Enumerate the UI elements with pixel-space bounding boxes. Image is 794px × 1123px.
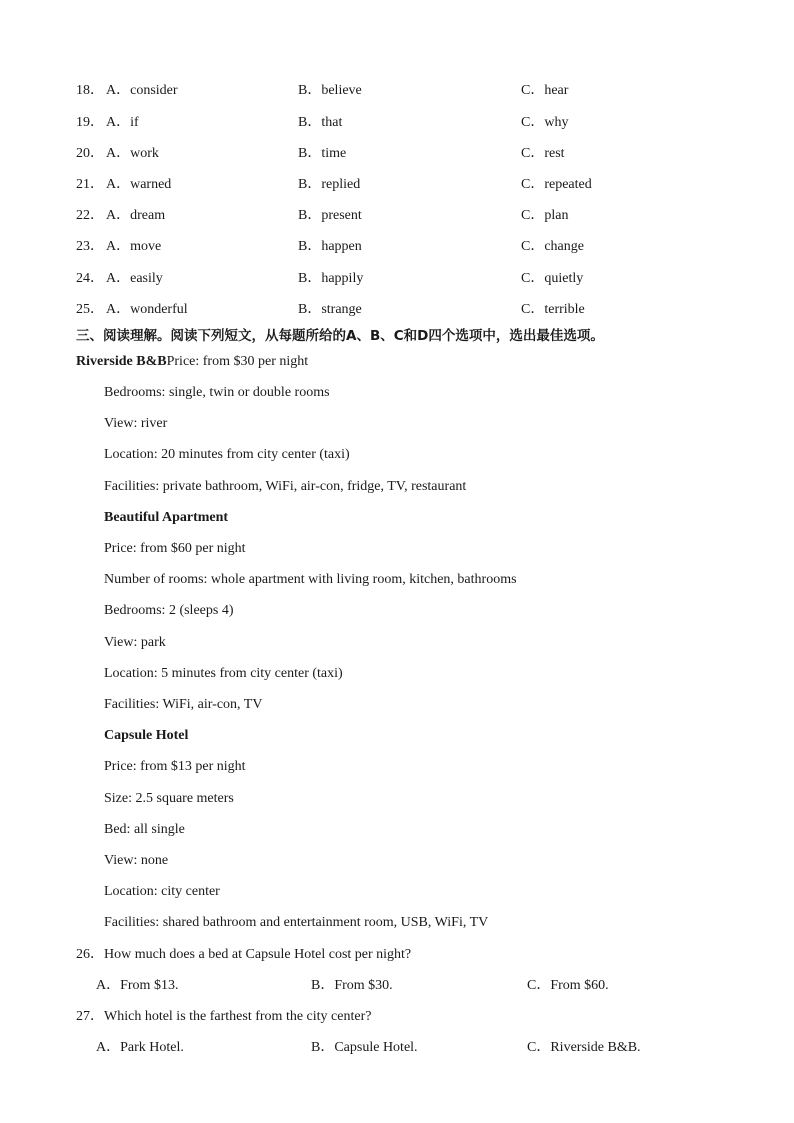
option-c: C．quietly [521, 271, 584, 286]
choice-row-23 [0, 237, 794, 257]
capsule-bed-row [0, 820, 794, 840]
question-26-options [0, 976, 794, 996]
riverside-header [76, 352, 308, 372]
option-a: A．warned [106, 177, 172, 192]
capsule-facilities: Facilities: shared bathroom and entertainment room, USB, WiFi, TV [104, 915, 489, 930]
apartment-title-row [0, 508, 794, 528]
question-number: 19． [76, 115, 104, 130]
option-a: A．wonderful [106, 302, 188, 317]
riverside-view-row [0, 414, 794, 434]
option-c: C．plan [521, 208, 569, 223]
choice-row-24 [0, 269, 794, 289]
capsule-price: Price: from $13 per night [104, 759, 246, 774]
section-heading-row [0, 326, 794, 346]
option-a: A．dream [106, 208, 166, 223]
option-c: C．hear [521, 83, 569, 98]
option-b: B．Capsule Hotel. [311, 1040, 418, 1055]
apartment-facilities: Facilities: WiFi, air-con, TV [104, 697, 263, 712]
riverside-view: View: river [104, 416, 168, 431]
capsule-view-row [0, 851, 794, 871]
apartment-location-row [0, 664, 794, 684]
apartment-rooms-row [0, 570, 794, 590]
capsule-location-row [0, 882, 794, 902]
option-a: A．if [106, 115, 139, 130]
riverside-location-row [0, 445, 794, 465]
capsule-title-row [0, 726, 794, 746]
option-c: C．terrible [521, 302, 585, 317]
option-b: B．time [298, 146, 347, 161]
apartment-bedrooms-row [0, 601, 794, 621]
option-a: A．work [106, 146, 159, 161]
riverside-bedrooms-row [0, 383, 794, 403]
apartment-price-row [0, 539, 794, 559]
option-c: C．change [521, 239, 584, 254]
option-c: C．rest [521, 146, 565, 161]
question-26-text: 26．How much does a bed at Capsule Hotel cost per night? [76, 947, 412, 962]
option-a: A．Park Hotel. [96, 1040, 184, 1055]
option-b: B．present [298, 208, 362, 223]
option-a: A．move [106, 239, 162, 254]
option-c: C．repeated [521, 177, 592, 192]
capsule-bed: Bed: all single [104, 822, 185, 837]
option-c: C．From $60. [527, 978, 609, 993]
riverside-facilities: Facilities: private bathroom, WiFi, air-con, fridge, TV, restaurant [104, 479, 467, 494]
question-27-text: 27．Which hotel is the farthest from the city center? [76, 1009, 372, 1024]
capsule-name: Capsule Hotel [104, 728, 189, 743]
apartment-facilities-row [0, 695, 794, 715]
capsule-price-row [0, 757, 794, 777]
option-a: A．consider [106, 83, 178, 98]
capsule-location: Location: city center [104, 884, 220, 899]
question-27-row [0, 1007, 794, 1027]
question-number: 23． [76, 239, 104, 254]
capsule-facilities-row [0, 913, 794, 933]
question-27-options [0, 1038, 794, 1058]
riverside-facilities-row [0, 477, 794, 497]
question-number: 21． [76, 177, 104, 192]
apartment-view-row [0, 633, 794, 653]
option-c: C．Riverside B&B. [527, 1040, 641, 1055]
apartment-bedrooms: Bedrooms: 2 (sleeps 4) [104, 603, 234, 618]
option-a: A．From $13. [96, 978, 179, 993]
choice-row-22 [0, 206, 794, 226]
choice-row-21 [0, 175, 794, 195]
riverside-price: Price: from $30 per night [166, 354, 309, 369]
option-b: B．happen [298, 239, 362, 254]
option-c: C．why [521, 115, 569, 130]
question-number: 18． [76, 83, 104, 98]
question-number: 25． [76, 302, 104, 317]
apartment-name: Beautiful Apartment [104, 510, 229, 525]
apartment-location: Location: 5 minutes from city center (taxi) [104, 666, 343, 681]
apartment-rooms: Number of rooms: whole apartment with living room, kitchen, bathrooms [104, 572, 517, 587]
riverside-bedrooms: Bedrooms: single, twin or double rooms [104, 385, 330, 400]
apartment-view: View: park [104, 635, 166, 650]
option-b: B．believe [298, 83, 362, 98]
option-b: B．replied [298, 177, 361, 192]
choice-row-19 [0, 113, 794, 133]
riverside-name: Riverside B&B [76, 354, 167, 369]
capsule-view: View: none [104, 853, 169, 868]
capsule-size-row [0, 789, 794, 809]
option-b: B．that [298, 115, 343, 130]
option-b: B．From $30. [311, 978, 393, 993]
option-b: B．strange [298, 302, 362, 317]
question-number: 20． [76, 146, 104, 161]
question-26-row [0, 945, 794, 965]
choice-row-20 [0, 144, 794, 164]
option-a: A．easily [106, 271, 163, 286]
riverside-location: Location: 20 minutes from city center (taxi) [104, 447, 350, 462]
choice-row-18 [0, 81, 794, 101]
capsule-size: Size: 2.5 square meters [104, 791, 234, 806]
choice-row-25 [0, 300, 794, 320]
question-number: 22． [76, 208, 104, 223]
riverside-title-row [0, 352, 794, 372]
option-b: B．happily [298, 271, 364, 286]
section-heading: 三、阅读理解。阅读下列短文，从每题所给的A、B、C和D四个选项中，选出最佳选项。 [76, 328, 604, 344]
apartment-price: Price: from $60 per night [104, 541, 246, 556]
question-number: 24． [76, 271, 104, 286]
